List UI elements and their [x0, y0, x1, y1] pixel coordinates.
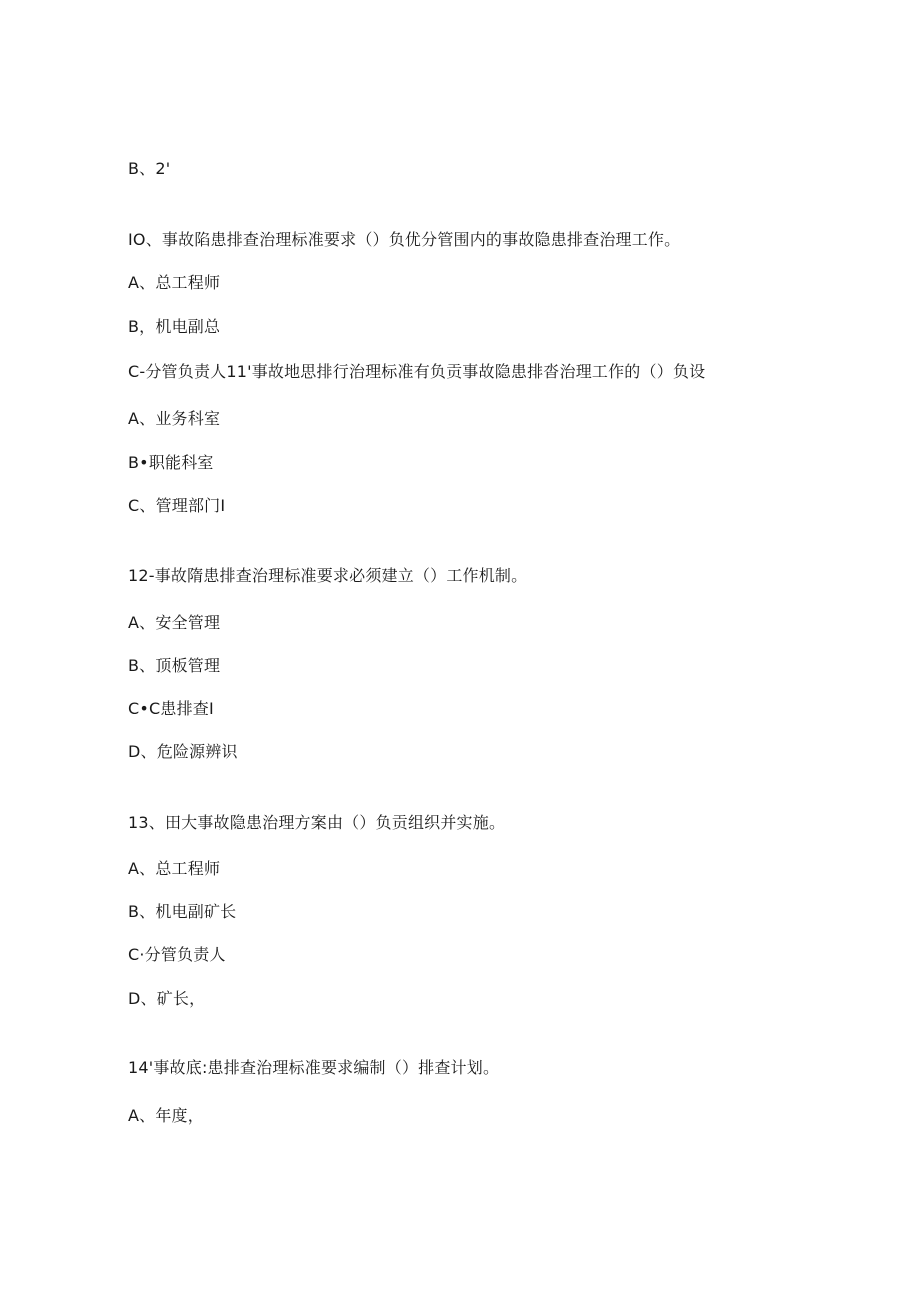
question-13: 13、田大事故隐患治理方案由（）负贡组织并实施。 — [128, 813, 506, 832]
answer-option: B•职能科室 — [128, 453, 214, 472]
question-11: C-分管负责人11'事故地思排行治理标准有负贡事故隐患排沓治理工作的（）负设 — [128, 362, 706, 381]
answer-option: A、业务科室 — [128, 409, 221, 428]
answer-option: D、危险源辨识 — [128, 742, 238, 761]
answer-option: D、矿长， — [128, 989, 206, 1008]
answer-option: C•C患排查I — [128, 699, 214, 718]
answer-option: B，机电副总 — [128, 317, 221, 336]
answer-option: A、安全管理 — [128, 613, 221, 632]
answer-option: B、2' — [128, 159, 171, 178]
question-10: IO、事故陷患排查治理标准要求（）负优分管围内的事故隐患排查治理工作。 — [128, 230, 681, 249]
answer-option: B、机电副矿长 — [128, 902, 237, 921]
answer-option: C、管理部门I — [128, 496, 226, 515]
answer-option: A、总工程师 — [128, 859, 221, 878]
answer-option: C·分管负责人 — [128, 945, 226, 964]
question-14: 14'事故底:患排查治理标准要求编制（）排查计划。 — [128, 1058, 500, 1077]
answer-option: A、年度， — [128, 1106, 204, 1125]
question-12: 12-事故隋患排查治理标准要求必须建立（）工作机制。 — [128, 566, 528, 585]
answer-option: B、顶板管理 — [128, 656, 221, 675]
answer-option: A、总工程师 — [128, 273, 221, 292]
